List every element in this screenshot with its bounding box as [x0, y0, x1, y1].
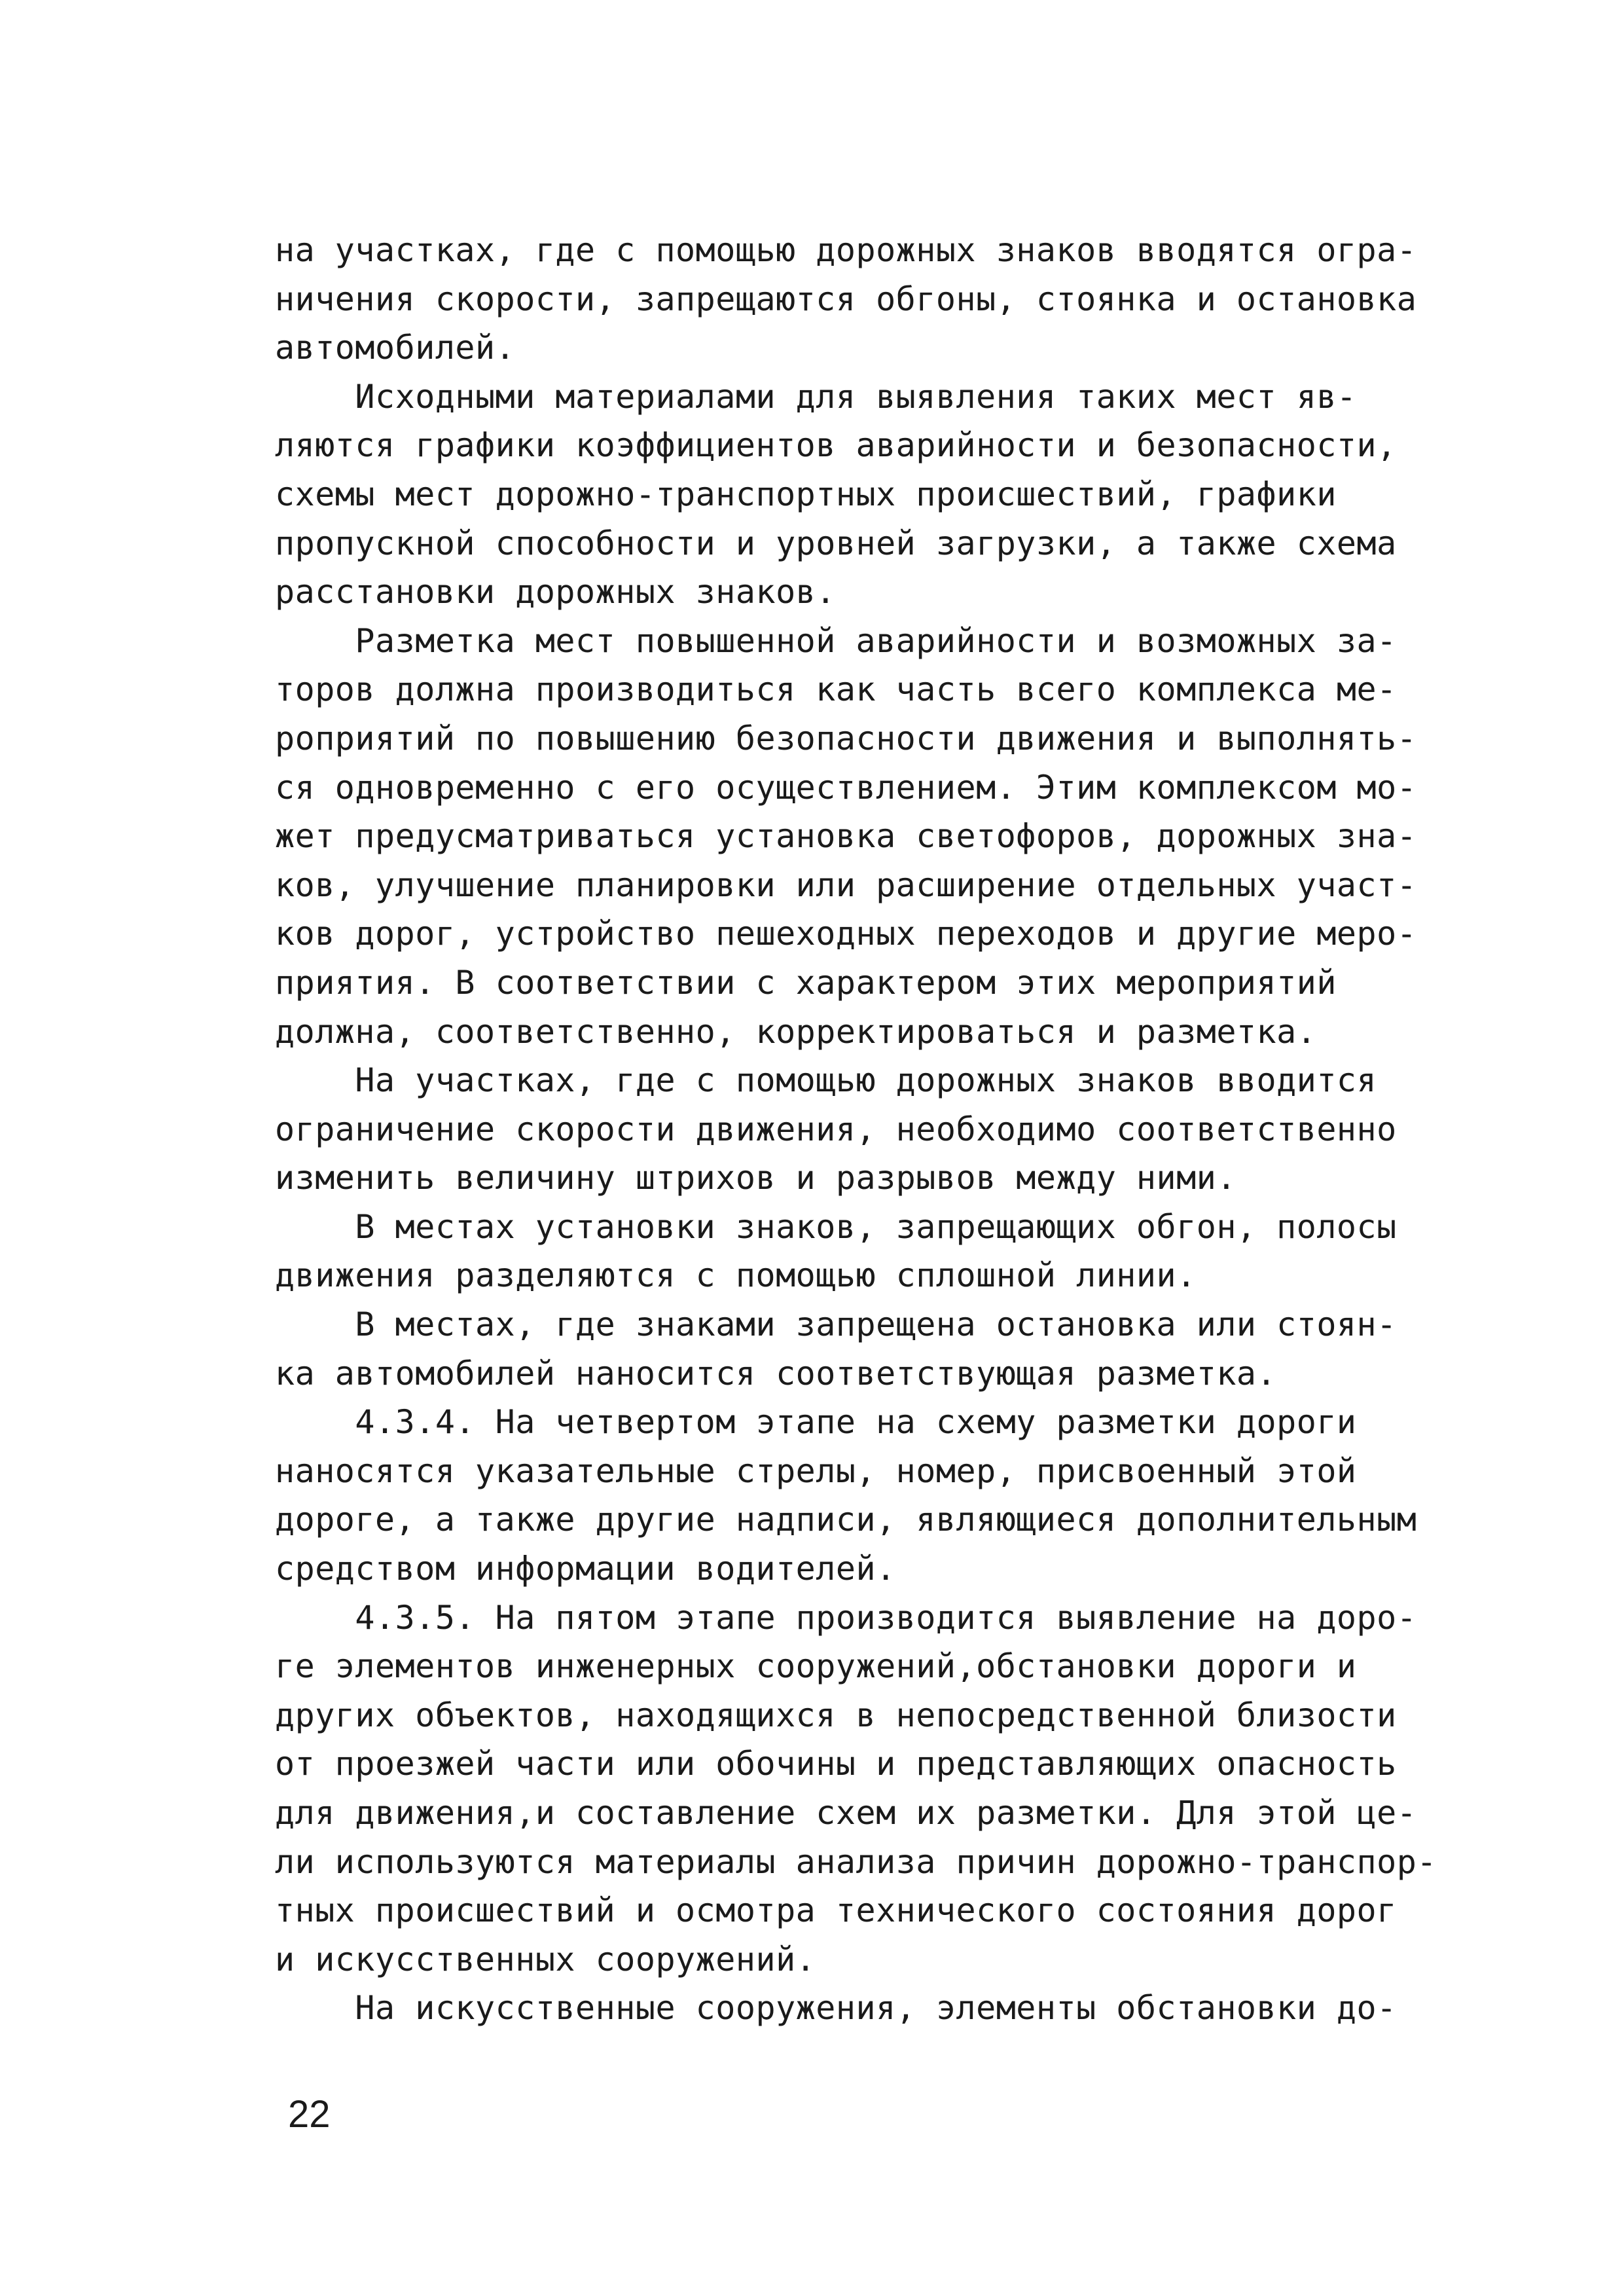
- text-line: пропускной способности и уровней загрузки, а также схема: [275, 524, 1397, 562]
- text-line: других объектов, находящихся в непосредственной близости: [275, 1696, 1397, 1734]
- text-line: 4.3.5. На пятом этапе производится выявление на доро-: [275, 1598, 1417, 1637]
- text-line: ничения скорости, запрещаются обгоны, стоянка и остановка: [275, 280, 1417, 318]
- text-line: на участках, где с помощью дорожных знаков вводятся огра-: [275, 231, 1417, 269]
- text-line: ли используются материалы анализа причин дорожно-транспор-: [275, 1842, 1437, 1881]
- text-line: ков дорог, устройство пешеходных переходов и другие меро-: [275, 915, 1417, 953]
- text-line: ляются графики коэффициентов аварийности и безопасности,: [275, 426, 1397, 465]
- text-line: схемы мест дорожно-транспортных происшествий, графики: [275, 475, 1337, 513]
- text-line: В местах, где знаками запрещена остановка или стоян-: [275, 1305, 1397, 1344]
- text-line: для движения,и составление схем их разметки. Для этой це-: [275, 1794, 1417, 1832]
- text-line: от проезжей части или обочины и представляющих опасность: [275, 1745, 1397, 1783]
- text-line: На искусственные сооружения, элементы обстановки до-: [275, 1989, 1397, 2028]
- text-line: ся одновременно с его осуществлением. Этим комплексом мо-: [275, 768, 1417, 807]
- text-line: ге элементов инженерных сооружений,обстановки дороги и: [275, 1647, 1357, 1686]
- text-line: ков, улучшение планировки или расширение отдельных участ-: [275, 866, 1417, 904]
- text-line: должна, соответственно, корректироваться и разметка.: [275, 1012, 1317, 1051]
- text-line: движения разделяются с помощью сплошной линии.: [275, 1256, 1197, 1295]
- text-line: 4.3.4. На четвертом этапе на схему разметки дороги: [275, 1403, 1357, 1442]
- text-line: тных происшествий и осмотра технического состояния дорог: [275, 1891, 1397, 1930]
- text-line: В местах установки знаков, запрещающих обгон, полосы: [275, 1207, 1397, 1246]
- text-line: На участках, где с помощью дорожных знаков вводится: [275, 1061, 1377, 1100]
- text-line: приятия. В соответствии с характером этих мероприятий: [275, 963, 1337, 1002]
- text-line: дороге, а также другие надписи, являющиеся дополнительным: [275, 1501, 1417, 1539]
- page-number: 22: [288, 2093, 331, 2136]
- text-line: расстановки дорожных знаков.: [275, 573, 836, 611]
- text-line: Исходными материалами для выявления таких мест яв-: [275, 377, 1357, 416]
- text-line: ограничение скорости движения, необходимо соответственно: [275, 1110, 1397, 1148]
- text-line: средством информации водителей.: [275, 1550, 896, 1588]
- text-line: роприятий по повышению безопасности движения и выполнять-: [275, 719, 1417, 757]
- text-line: торов должна производиться как часть всего комплекса ме-: [275, 670, 1397, 709]
- text-line: ка автомобилей наносится соответствующая разметка.: [275, 1354, 1277, 1393]
- text-line: и искусственных сооружений.: [275, 1940, 816, 1978]
- body-text: [275, 226, 1453, 2033]
- text-line: жет предусматриваться установка светофоров, дорожных зна-: [275, 817, 1417, 856]
- text-line: автомобилей.: [275, 329, 516, 367]
- text-line: изменить величину штрихов и разрывов между ними.: [275, 1159, 1236, 1197]
- text-line: наносятся указательные стрелы, номер, присвоенный этой: [275, 1451, 1357, 1490]
- text-line: Разметка мест повышенной аварийности и возможных за-: [275, 621, 1397, 660]
